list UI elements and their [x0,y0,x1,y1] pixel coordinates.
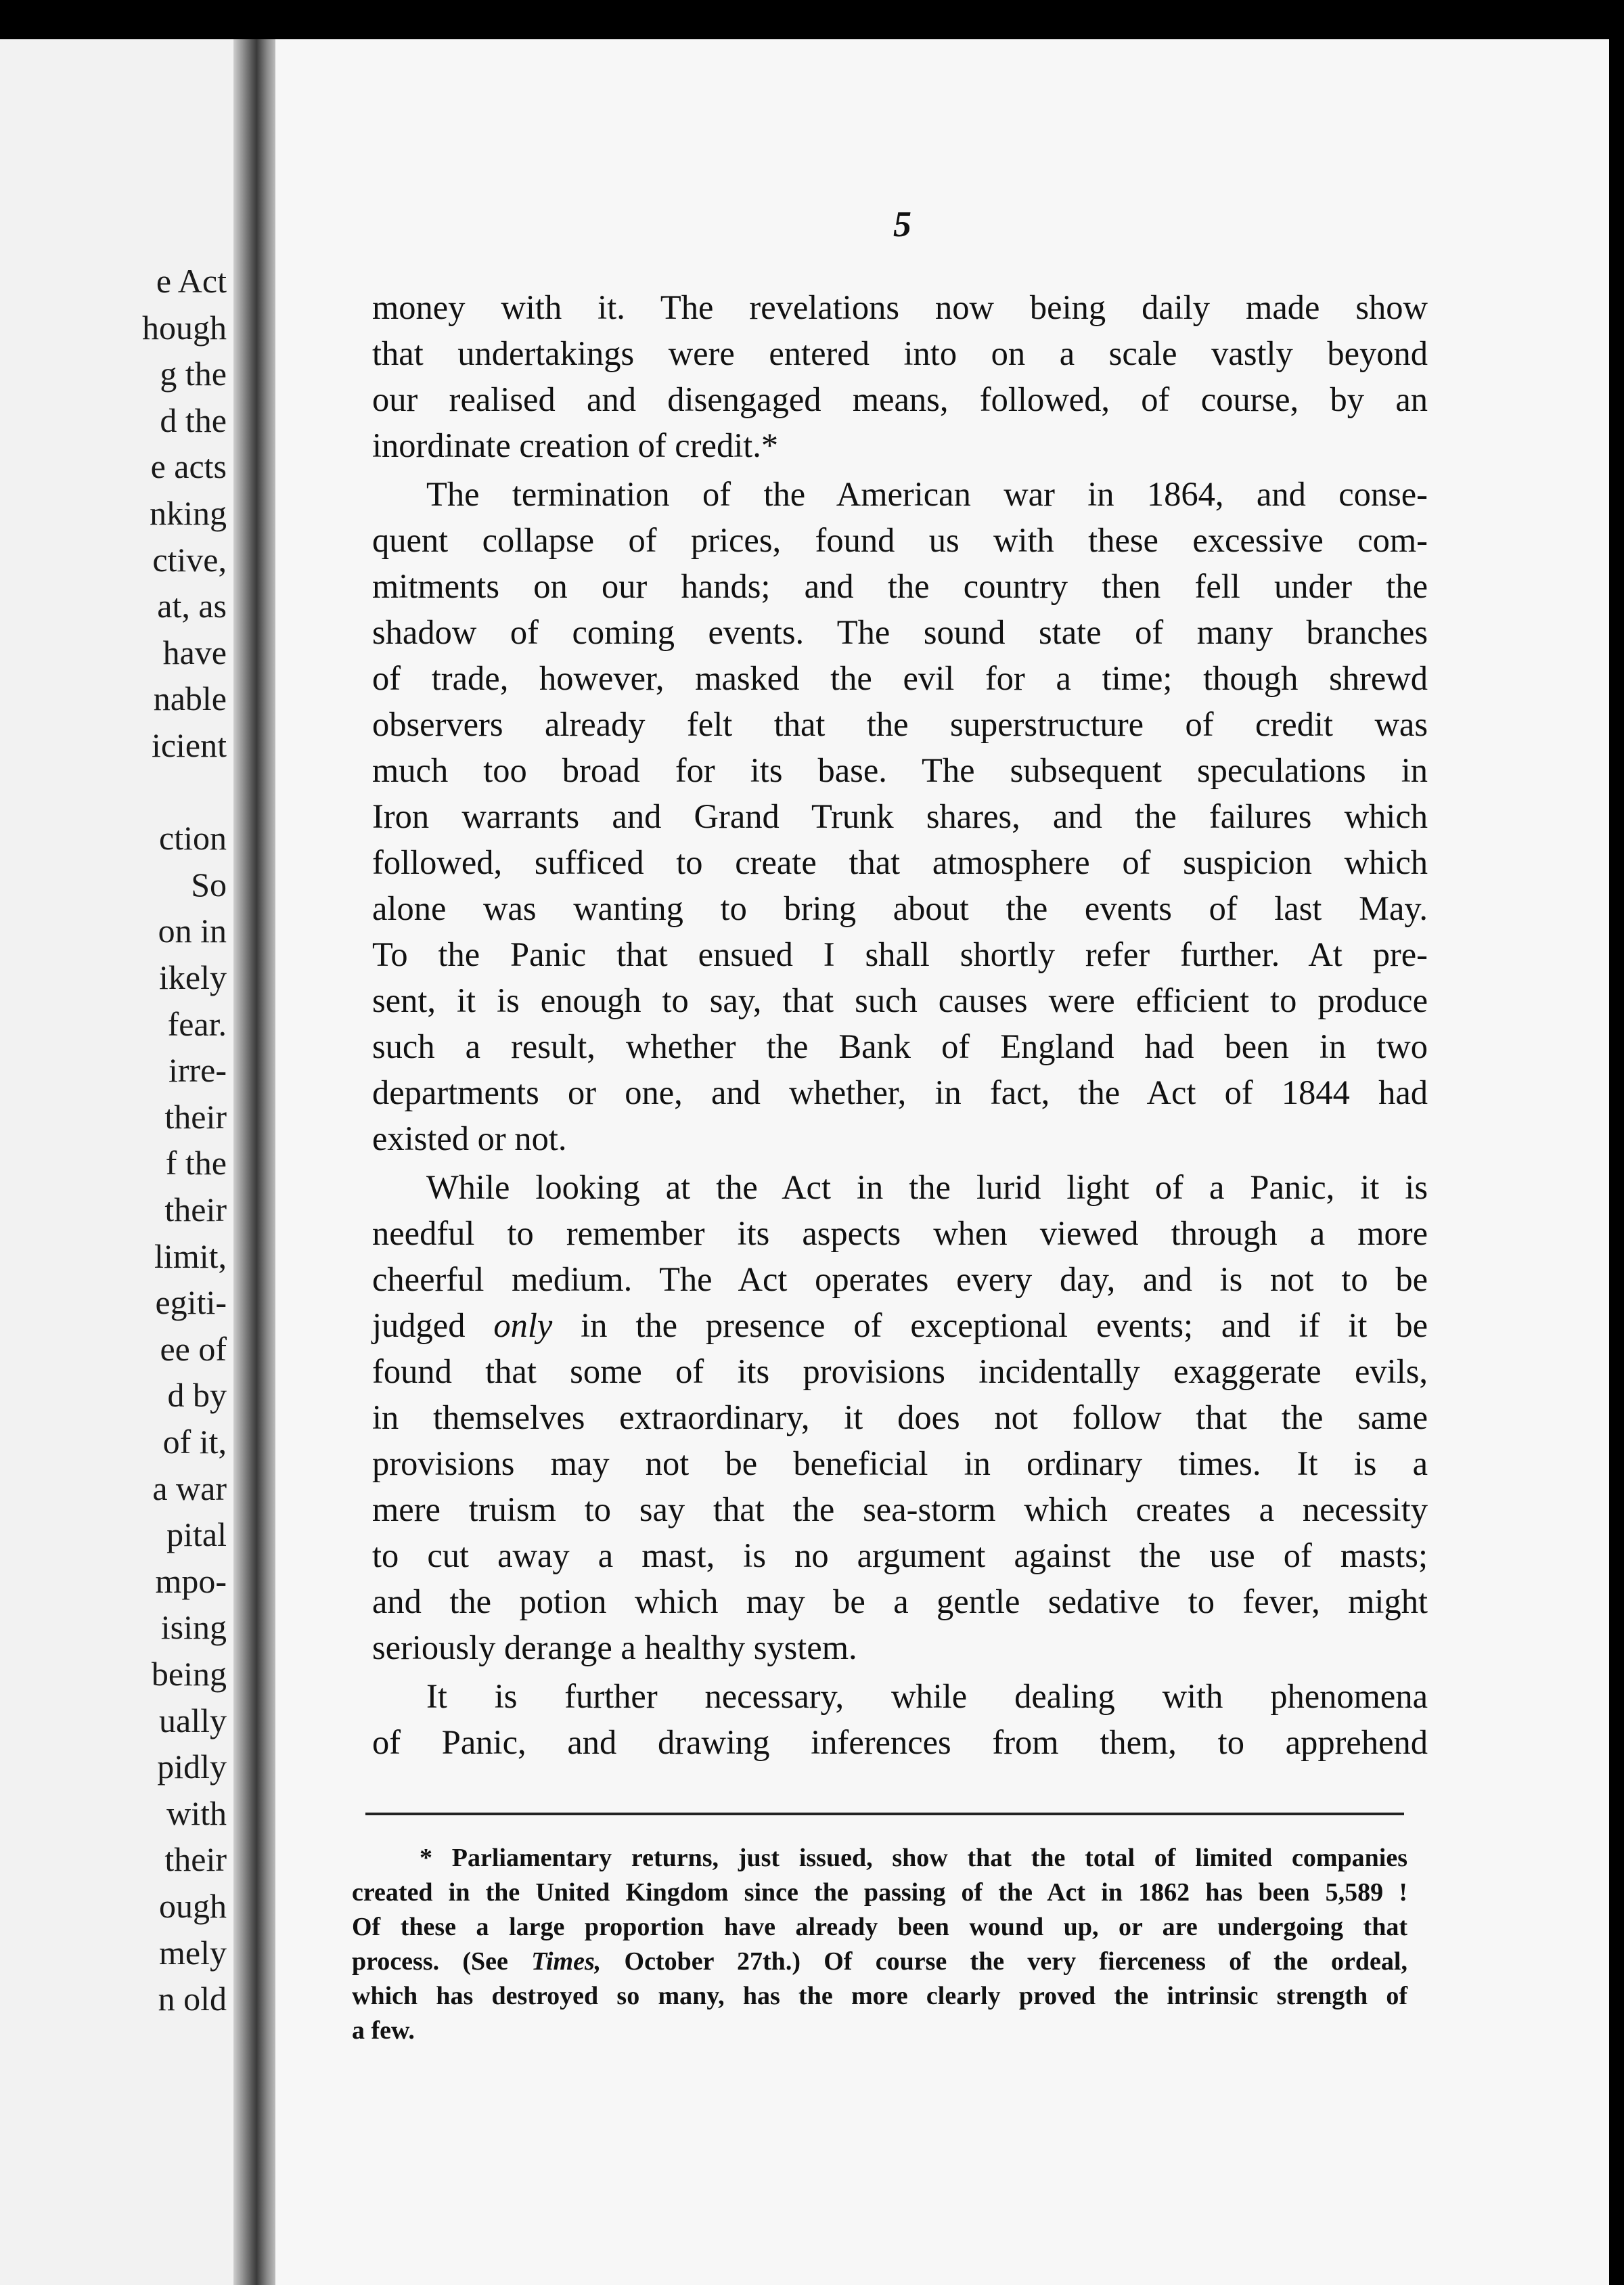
page-number: 5 [893,204,911,244]
left-page-fragment: icient [151,726,227,764]
text-line: mere truism to say that the sea-storm which creates a necessity [372,1490,1428,1528]
left-page-fragment: So [191,865,227,904]
text-line: It is further necessary, while dealing with phenomena [426,1677,1428,1715]
text-line: followed, sufficed to create that atmosphere of suspicion which [372,843,1428,881]
text-line: of Panic, and drawing inferences from them, to apprehend [372,1723,1428,1761]
text-line: quent collapse of prices, found us with these excessive com- [372,521,1428,559]
left-page-fragment: d by [167,1376,227,1415]
left-page-fragment: e Act [156,262,227,300]
left-facing-page [0,39,233,2285]
text-line: provisions may not be beneficial in ordinary times. It is a [372,1444,1428,1482]
text-line: such a result, whether the Bank of England had been in two [372,1027,1428,1065]
left-page-fragment: limit, [154,1237,227,1275]
left-page-fragment: with [166,1794,227,1832]
left-page-fragment: fear. [167,1004,227,1043]
left-page-fragment: ctive, [152,540,227,579]
text-line: judged only in the presence of exceptional events; and if it be [372,1306,1428,1344]
book-spine-gutter [233,39,275,2285]
text-line: sent, it is enough to say, that such causes were efficient to produce [372,981,1428,1019]
scan-border-right [1609,0,1624,2285]
left-page-fragment: ikely [159,958,227,996]
scan-border-top [0,0,1624,43]
paragraph [372,1164,1428,1670]
left-page-fragment: ction [159,819,227,858]
footnote-divider [365,1813,1404,1815]
text-line: observers already felt that the superstructure of credit was [372,705,1428,743]
left-page-fragment: pital [166,1515,227,1554]
left-page-fragment: ising [160,1608,227,1647]
left-page-fragment: hough [142,308,227,347]
left-page-fragment: have [162,633,227,671]
paragraph [372,1673,1428,1765]
left-page-fragment: their [164,1191,227,1228]
text-line: inordinate creation of credit.* [372,426,779,464]
left-page-fragment: their [164,1097,227,1136]
left-page-fragment: ough [159,1887,227,1925]
footnote-line: process. (See Times, October 27th.) Of course the very fierceness of the ordeal, [352,1947,1407,1976]
text-line: that undertakings were entered into on a scale vastly beyond [372,334,1428,372]
text-line: To the Panic that ensued I shall shortly refer further. At pre- [372,935,1428,973]
left-page-fragment: mpo- [155,1561,227,1600]
text-line: found that some of its provisions incidentally exaggerate evils, [372,1352,1428,1390]
left-page-fragment: mely [159,1933,227,1972]
text-line: needful to remember its aspects when viewed through a more [372,1214,1428,1252]
left-page-fragment: pidly [157,1748,227,1786]
text-line: in themselves extraordinary, it does not follow that the same [372,1398,1428,1436]
footnote-line: which has destroyed so many, has the more clearly proved the intrinsic strength of [352,1982,1407,2010]
text-line: of trade, however, masked the evil for a time; though shrewd [372,659,1428,697]
text-line: to cut away a mast, is no argument against the use of masts; [372,1536,1428,1574]
left-page-fragment: e acts [150,447,227,486]
footnote-line: Of these a large proportion have already been wound up, or are undergoing that [352,1913,1407,1941]
left-page-fragment: a war [152,1469,227,1507]
text-line: existed or not. [372,1119,567,1157]
paragraph [372,284,1428,468]
text-line: money with it. The revelations now being daily made show [372,288,1428,326]
left-page-fragment: of it, [162,1423,227,1461]
footnote-line: created in the United Kingdom since the passing of the Act in 1862 has been 5,589 ! [352,1878,1407,1907]
text-line: cheerful medium. The Act operates every day, and is not to be [372,1260,1428,1298]
text-line: The termination of the American war in 1864, and conse- [426,475,1428,513]
text-line: much too broad for its base. The subsequent speculations in [372,751,1428,789]
left-page-fragment: d the [160,401,227,439]
left-page-fragment: egiti- [155,1283,227,1322]
footnote-line: a few. [352,2016,415,2045]
text-line: our realised and disengaged means, followed, of course, by an [372,380,1428,418]
left-page-fragment: nable [153,680,227,718]
text-line: shadow of coming events. The sound state of many branches [372,613,1428,651]
footnote-line: * Parliamentary returns, just issued, show that the total of limited companies [420,1844,1407,1872]
text-line: departments or one, and whether, in fact, the Act of 1844 had [372,1073,1428,1111]
left-page-fragment: being [151,1655,227,1693]
paragraph [372,471,1428,1161]
left-page-fragment: g the [160,355,227,393]
text-line: seriously derange a healthy system. [372,1628,857,1666]
left-page-fragment: n old [158,1980,227,2018]
left-page-fragment: their [164,1840,227,1879]
text-line: and the potion which may be a gentle sedative to fever, might [372,1582,1428,1620]
left-page-fragment: at, as [157,587,227,625]
body-text [372,284,1428,1765]
left-page-fragment: ually [159,1701,227,1739]
left-page-fragment: nking [150,494,227,532]
left-page-fragment: ee of [160,1329,227,1368]
text-line: Iron warrants and Grand Trunk shares, and the failures which [372,797,1428,835]
text-line: mitments on our hands; and the country then fell under the [372,567,1428,605]
left-page-fragment: irre- [168,1051,227,1090]
left-page-fragment: f the [165,1144,227,1182]
footnote [352,1841,1407,2048]
left-page-fragment: on in [158,912,227,950]
text-line: While looking at the Act in the lurid light of a Panic, it is [426,1168,1428,1206]
text-line: alone was wanting to bring about the events of last May. [372,889,1428,927]
